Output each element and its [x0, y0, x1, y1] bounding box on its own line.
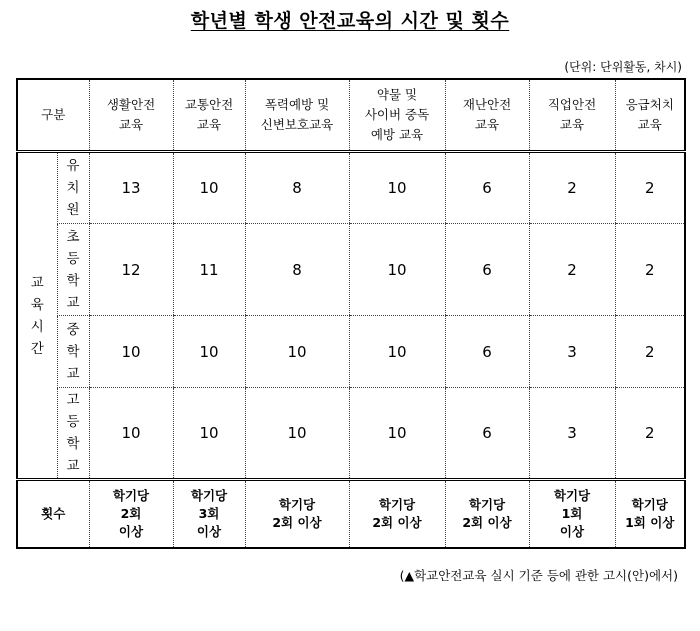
table-cell: 10: [349, 224, 445, 316]
grade-label: 유 치 원: [57, 152, 89, 224]
table-cell: 3: [529, 316, 615, 388]
table-cell: 10: [173, 152, 245, 224]
unit-note: (단위: 단위활동, 차시): [564, 60, 682, 74]
table-cell: 10: [89, 388, 173, 480]
table-cell: 6: [445, 152, 529, 224]
table-cell: 2: [529, 224, 615, 316]
grade-label: 고 등 학 교: [57, 388, 89, 480]
grade-label: 초 등 학 교: [57, 224, 89, 316]
count-row: [17, 480, 685, 549]
table-cell: 10: [89, 316, 173, 388]
source-note: (▲학교안전교육 실시 기준 등에 관한 고시(안)에서): [399, 568, 678, 583]
safety-education-table: [16, 78, 686, 549]
count-cell: 학기당 2회 이상: [445, 480, 529, 549]
count-cell: 학기당 2회 이상: [349, 480, 445, 549]
table-cell: 2: [615, 224, 685, 316]
table-cell: 10: [245, 316, 349, 388]
count-cell: 학기당 1회 이상: [615, 480, 685, 549]
table-cell: 10: [245, 388, 349, 480]
table-row: [17, 388, 685, 480]
table-cell: 13: [89, 152, 173, 224]
table-row: [17, 224, 685, 316]
table-cell: 3: [529, 388, 615, 480]
table-cell: 10: [349, 152, 445, 224]
column-header: 직업안전 교육: [529, 79, 615, 152]
table-cell: 8: [245, 224, 349, 316]
table-cell: 10: [349, 316, 445, 388]
table-row: [17, 152, 685, 224]
table-cell: 8: [245, 152, 349, 224]
header-row: [17, 79, 685, 152]
row-group-label: 교 육 시 간: [30, 274, 44, 357]
table-cell: 2: [615, 316, 685, 388]
page-title: 학년별 학생 안전교육의 시간 및 횟수: [190, 10, 510, 32]
table-cell: 12: [89, 224, 173, 316]
column-header: 교통안전 교육: [173, 79, 245, 152]
count-cell: 학기당 3회 이상: [173, 480, 245, 549]
count-cell: 학기당 1회 이상: [529, 480, 615, 549]
count-label: 횟수: [17, 480, 89, 549]
column-header: 약물 및 사이버 중독 예방 교육: [349, 79, 445, 152]
table-row: [17, 316, 685, 388]
column-header: 재난안전 교육: [445, 79, 529, 152]
header-group-cell: 구분: [17, 79, 89, 152]
count-cell: 학기당 2회 이상: [245, 480, 349, 549]
table-cell: 10: [173, 316, 245, 388]
table-cell: 6: [445, 224, 529, 316]
table-cell: 6: [445, 316, 529, 388]
grade-label: 중 학 교: [57, 316, 89, 388]
count-cell: 학기당 2회 이상: [89, 480, 173, 549]
table-cell: 2: [615, 388, 685, 480]
column-header: 생활안전 교육: [89, 79, 173, 152]
table-cell: 2: [529, 152, 615, 224]
table-cell: 2: [615, 152, 685, 224]
column-header: 폭력예방 및 신변보호교육: [245, 79, 349, 152]
column-header: 응급처치 교육: [615, 79, 685, 152]
table-cell: 10: [173, 388, 245, 480]
table-cell: 10: [349, 388, 445, 480]
table-cell: 11: [173, 224, 245, 316]
table-cell: 6: [445, 388, 529, 480]
